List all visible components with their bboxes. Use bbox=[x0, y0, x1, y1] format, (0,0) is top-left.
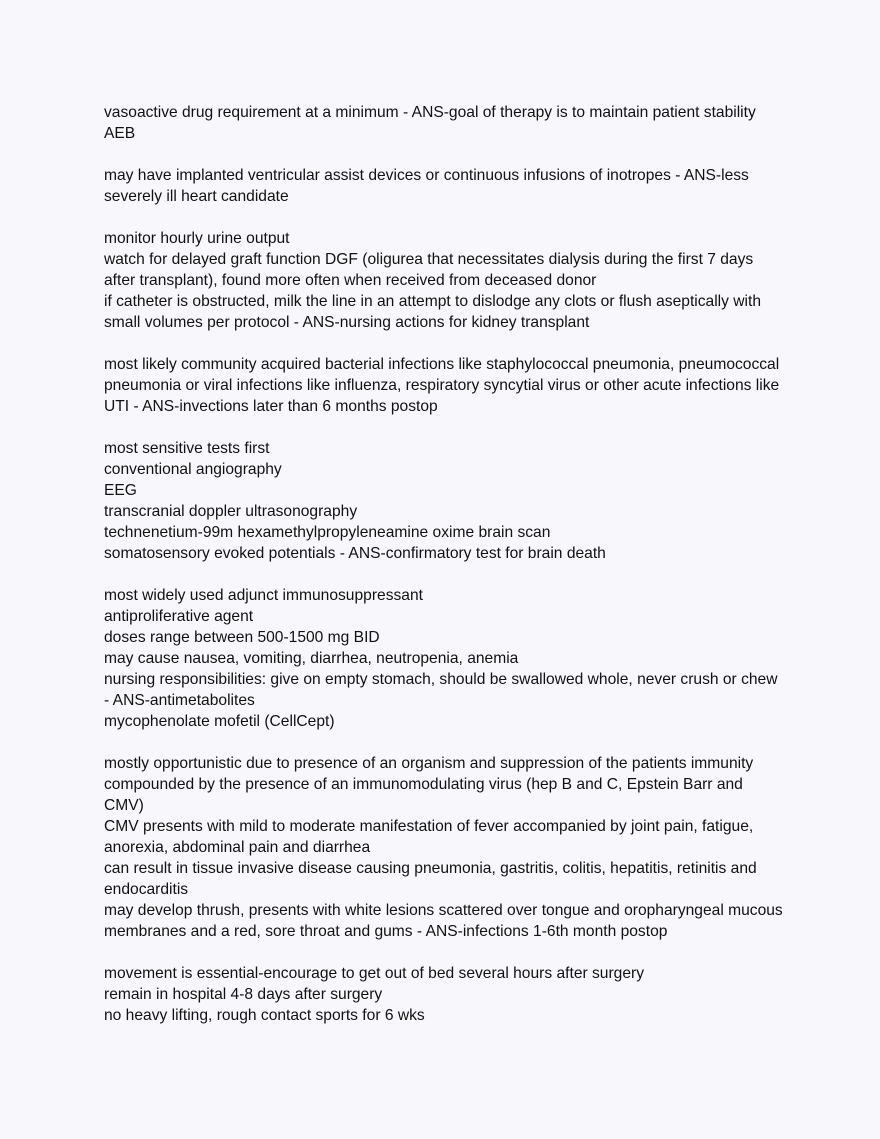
note-line: EEG bbox=[104, 482, 137, 499]
note-line: movement is essential-encourage to get out of bed several hours after surgery bbox=[104, 965, 645, 982]
note-block-3 bbox=[104, 228, 784, 333]
note-line: mycophenolate mofetil (CellCept) bbox=[104, 713, 335, 730]
note-block-8 bbox=[104, 963, 784, 1026]
note-line: mostly opportunistic due to presence of an organism and suppression of the patients immunity compounded by the presence of an immunomodulating virus (hep B and C, Epstein Barr and CMV) bbox=[104, 755, 754, 814]
note-line: may develop thrush, presents with white lesions scattered over tongue and oropharyngeal mucous membranes and a red, sore throat and gums - ANS-infections 1-6th month postop bbox=[104, 902, 783, 940]
document-page bbox=[104, 102, 784, 1047]
note-line: watch for delayed graft function DGF (oligurea that necessitates dialysis during the first 7 days after transplant), found more often when received from deceased donor bbox=[104, 251, 754, 289]
note-line: most sensitive tests first bbox=[104, 440, 270, 457]
note-line: most widely used adjunct immunosuppressant bbox=[104, 587, 423, 604]
note-line: may cause nausea, vomiting, diarrhea, neutropenia, anemia bbox=[104, 650, 519, 667]
note-block-7 bbox=[104, 753, 784, 942]
note-line: doses range between 500-1500 mg BID bbox=[104, 629, 380, 646]
note-line: somatosensory evoked potentials - ANS-confirmatory test for brain death bbox=[104, 545, 606, 562]
note-block-5 bbox=[104, 438, 784, 564]
note-line: can result in tissue invasive disease causing pneumonia, gastritis, colitis, hepatitis, retinitis and endocarditis bbox=[104, 860, 757, 898]
note-line: antiproliferative agent bbox=[104, 608, 254, 625]
note-line: vasoactive drug requirement at a minimum - ANS-goal of therapy is to maintain patient stability AEB bbox=[104, 104, 756, 142]
note-line: technenetium-99m hexamethylpropyleneamine oxime brain scan bbox=[104, 524, 551, 541]
note-line: may have implanted ventricular assist devices or continuous infusions of inotropes - ANS-less severely ill heart candidate bbox=[104, 167, 749, 205]
note-line: no heavy lifting, rough contact sports for 6 wks bbox=[104, 1007, 425, 1024]
note-line: conventional angiography bbox=[104, 461, 282, 478]
note-block-6 bbox=[104, 585, 784, 732]
note-line: most likely community acquired bacterial infections like staphylococcal pneumonia, pneumococcal pneumonia or viral infections like influenza, respiratory syncytial virus or other acute infections like UTI - ANS-invections later than 6 months postop bbox=[104, 356, 780, 415]
note-line: nursing responsibilities: give on empty stomach, should be swallowed whole, never crush or chew - ANS-antimetabolites bbox=[104, 671, 778, 709]
note-block-2 bbox=[104, 165, 784, 207]
note-line: transcranial doppler ultrasonography bbox=[104, 503, 358, 520]
note-line: CMV presents with mild to moderate manifestation of fever accompanied by joint pain, fatigue, anorexia, abdominal pain and diarrhea bbox=[104, 818, 754, 856]
note-block-4 bbox=[104, 354, 784, 417]
note-line: monitor hourly urine output bbox=[104, 230, 290, 247]
note-block-1 bbox=[104, 102, 784, 144]
note-line: if catheter is obstructed, milk the line in an attempt to dislodge any clots or flush aseptically with small volumes per protocol - ANS-nursing actions for kidney transplant bbox=[104, 293, 761, 331]
note-line: remain in hospital 4-8 days after surgery bbox=[104, 986, 383, 1003]
